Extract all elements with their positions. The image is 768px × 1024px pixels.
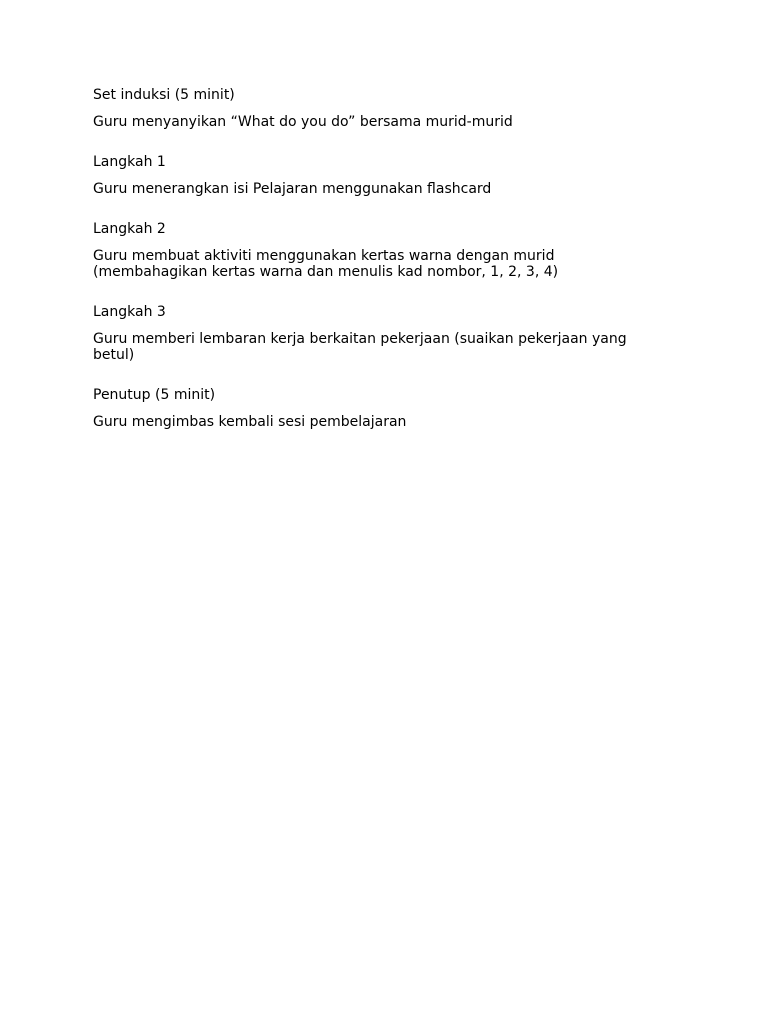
document-content <box>93 87 653 454</box>
section-text: Guru memberi lembaran kerja berkaitan pekerjaan (suaikan pekerjaan yang betul) <box>93 331 627 363</box>
section-heading: Penutup (5 minit) <box>93 387 216 403</box>
section-penutup <box>93 387 653 430</box>
section-text: Guru mengimbas kembali sesi pembelajaran <box>93 414 407 430</box>
section-heading: Langkah 2 <box>93 221 166 237</box>
section-text: Guru menerangkan isi Pelajaran menggunakan flashcard <box>93 181 492 197</box>
section-text: Guru menyanyikan “What do you do” bersama murid-murid <box>93 114 513 130</box>
section-langkah-3 <box>93 304 653 363</box>
section-set-induksi <box>93 87 653 130</box>
section-heading: Set induksi (5 minit) <box>93 87 235 103</box>
section-heading: Langkah 3 <box>93 304 166 320</box>
section-heading: Langkah 1 <box>93 154 166 170</box>
section-text: Guru membuat aktiviti menggunakan kertas warna dengan murid (membahagikan kertas warna dan menulis kad nombor, 1, 2, 3, 4) <box>93 248 559 280</box>
section-langkah-2 <box>93 221 653 280</box>
section-langkah-1 <box>93 154 653 197</box>
